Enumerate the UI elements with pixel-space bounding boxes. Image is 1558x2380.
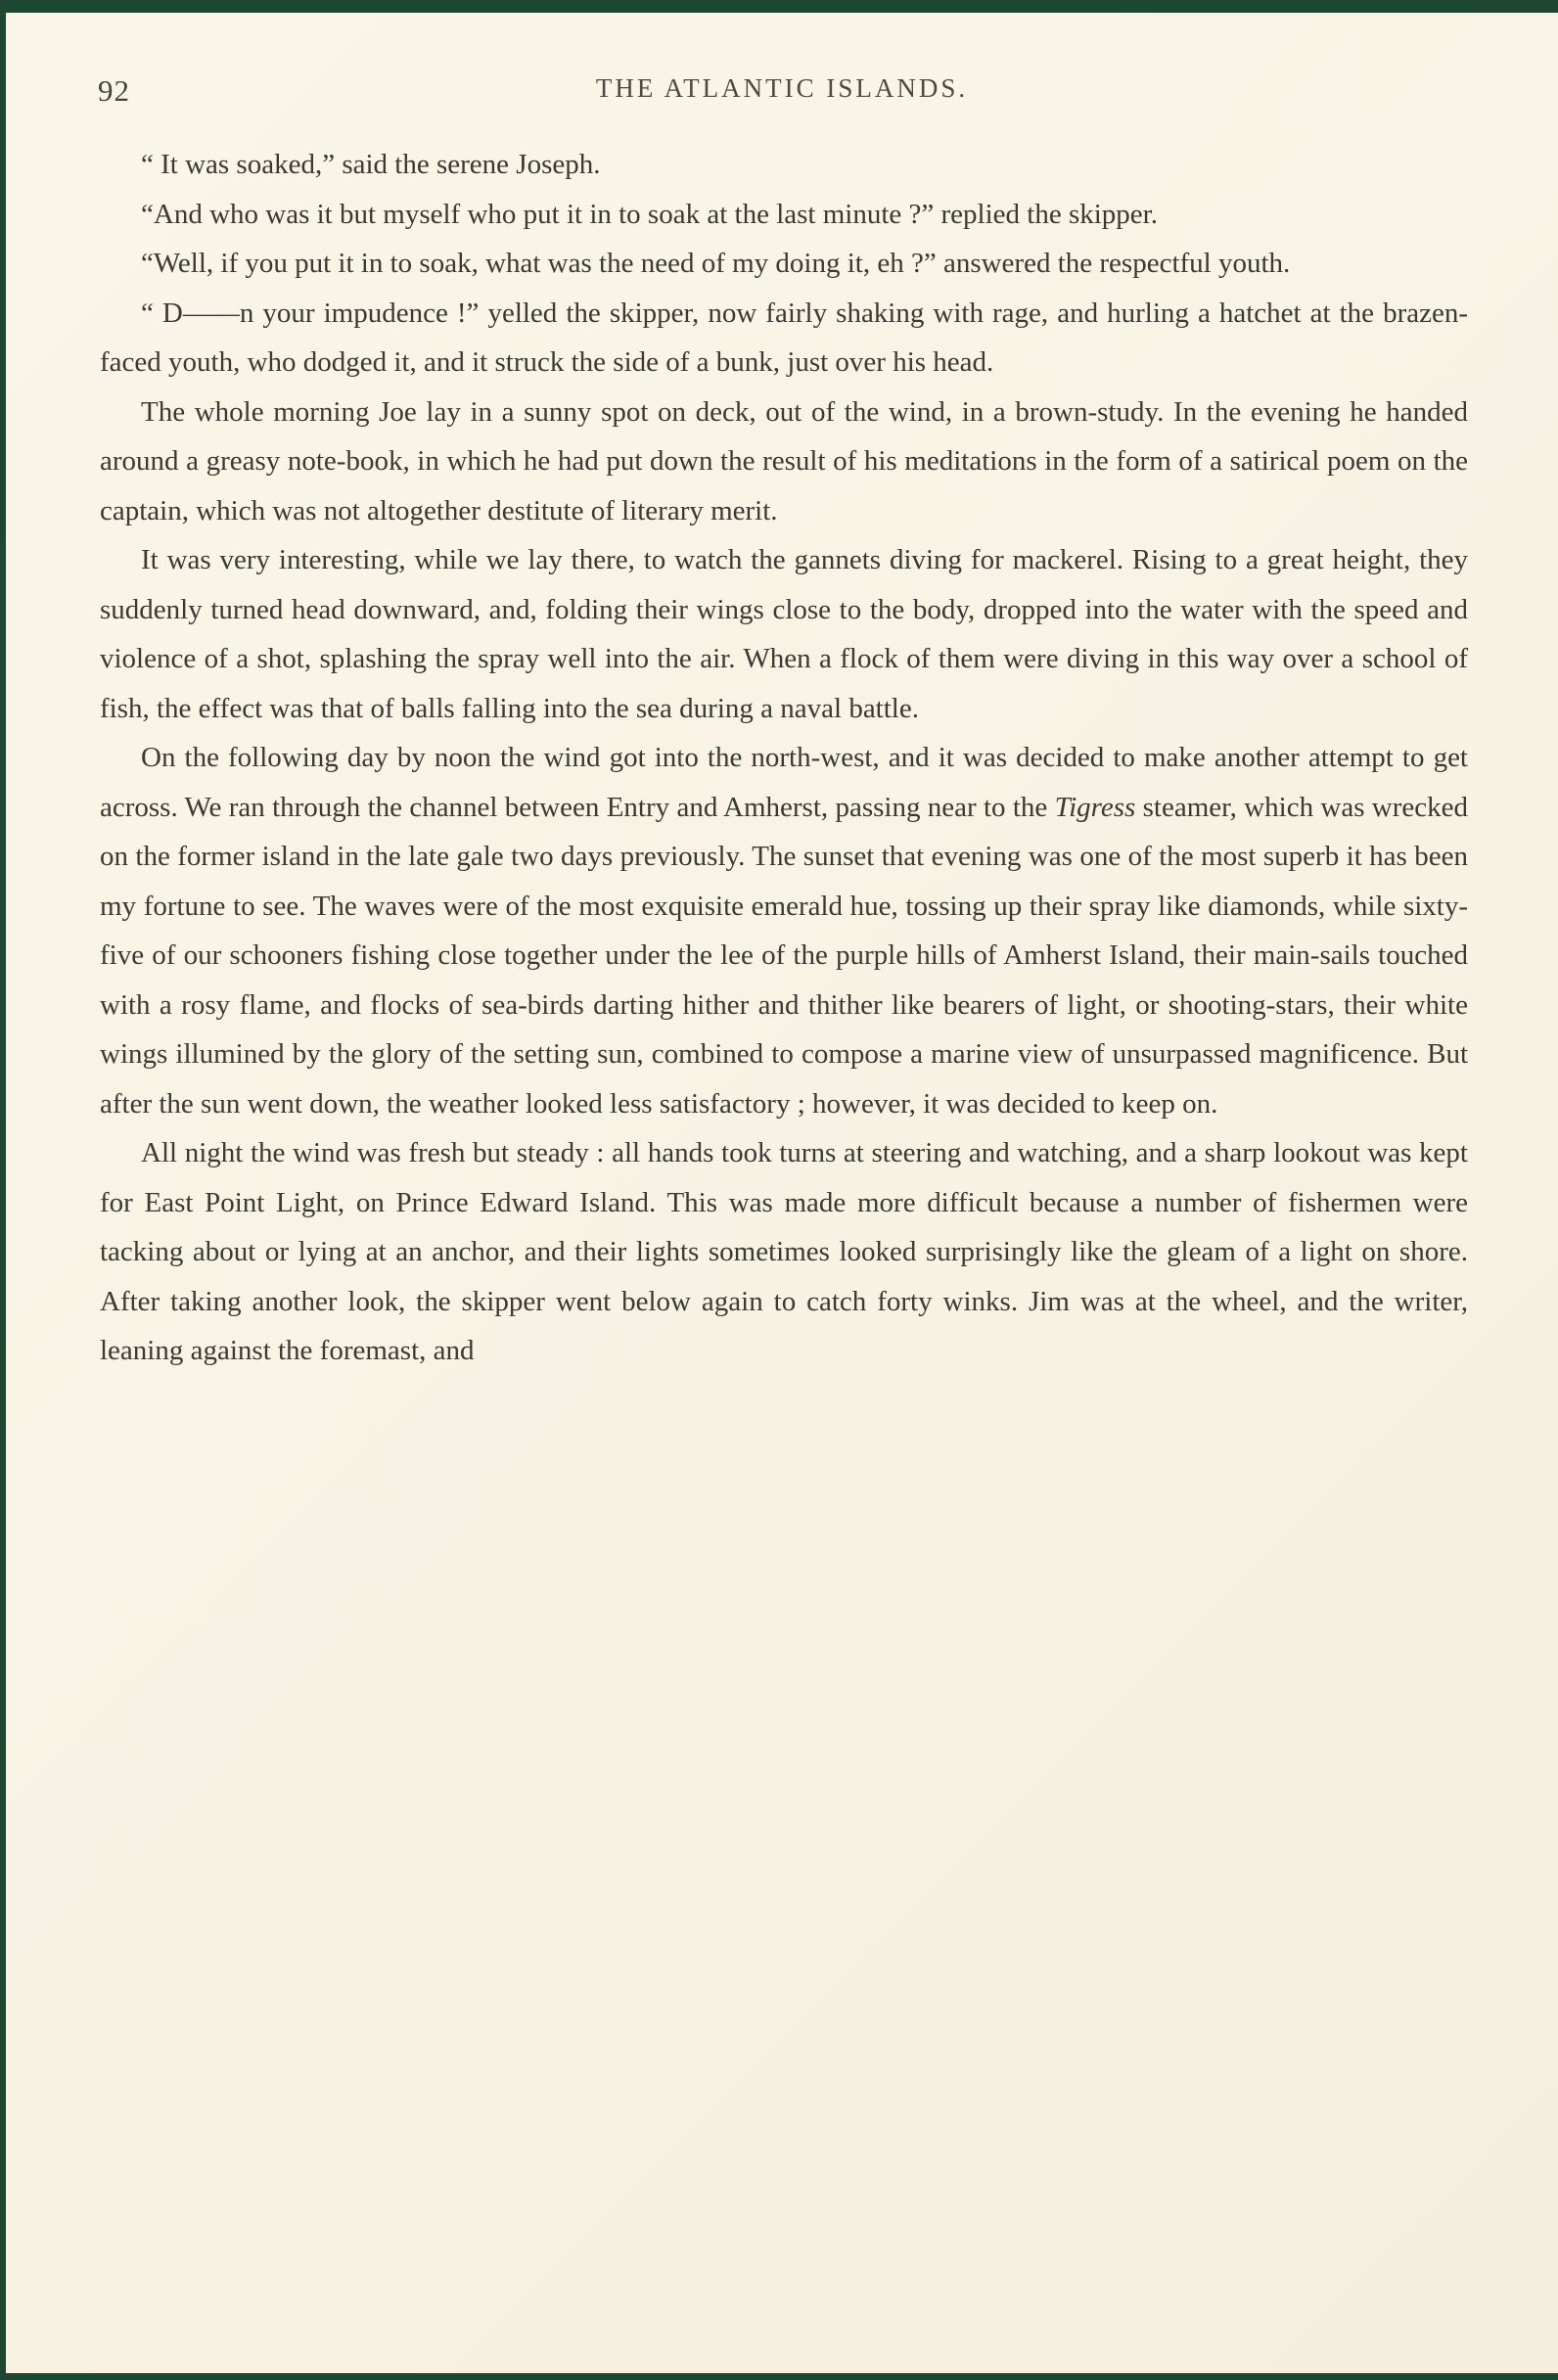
italic-text: Tigress (1054, 791, 1136, 823)
text-run: “Well, if you put it in to soak, what was the need of my doing it, eh ?” answered the respectful youth. (141, 248, 1291, 279)
paragraph (100, 289, 1468, 388)
running-head: THE ATLANTIC ISLANDS. (595, 73, 969, 103)
text-run: “And who was it but myself who put it in to soak at the last minute ?” replied the skipper. (141, 198, 1158, 230)
text-run: “ It was soaked,” said the serene Joseph. (141, 149, 601, 180)
paragraph (100, 388, 1468, 536)
text-run: All night the wind was fresh but steady : all hands took turns at steering and watching, and a sharp lookout was kept for East Point Light, on Prince Edward Island. This was made more difficult because a number of fishermen were tacking about or lying at an anchor, and their lights sometimes looked surprisingly like the gleam of a light on shore. After taking another look, the skipper went below again to catch forty winks. Jim was at the wheel, and the writer, leaning against the foremast, and (100, 1137, 1468, 1366)
paragraph (100, 535, 1468, 733)
paragraph (100, 140, 1468, 190)
text-run: The whole morning Joe lay in a sunny spot on deck, out of the wind, in a brown-study. In the evening he handed around a greasy note-book, in which he had put down the result of his meditations in the form of a satirical poem on the captain, which was not altogether destitute of literary merit. (100, 395, 1468, 526)
paragraph (100, 733, 1468, 1128)
text-run: On the following day by noon the wind got into the north-west, and it was decided to make another attempt to get across. We ran through the channel between Entry and Amherst, passing near to the (100, 742, 1468, 823)
paragraph (100, 1128, 1468, 1376)
page-number: 92 (98, 73, 130, 108)
text-run: steamer, which was wrecked on the former island in the late gale two days previously. The sunset that evening was one of the most superb it has been my fortune to see. The waves were of the most exquisite emerald hue, tossing up their spray like diamonds, while sixty-five of our schooners fishing close together under the lee of the purple hills of Amherst Island, their main-sails touched with a rosy flame, and flocks of sea-birds darting hither and thither like bearers of light, or shooting-stars, their white wings illumined by the glory of the setting sun, combined to compose a marine view of unsurpassed magnificence. But after the sun went down, the weather looked less satisfactory ; however, it was decided to keep on. (100, 791, 1468, 1120)
paragraph (100, 190, 1468, 240)
page-header (6, 73, 1558, 113)
text-run: It was very interesting, while we lay there, to watch the gannets diving for mackerel. Rising to a great height, they suddenly turned head downward, and, folding their wings close to the body, dropped into the water with the speed and violence of a shot, splashing the spray well into the air. When a flock of them were diving in this way over a school of fish, the effect was that of balls falling into the sea during a naval battle. (100, 544, 1468, 724)
text-run: “ D——n your impudence !” yelled the skipper, now fairly shaking with rage, and hurling a hatchet at the brazen-faced youth, who dodged it, and it struck the side of a bunk, just over his head. (100, 297, 1468, 378)
page-body (6, 113, 1558, 1376)
paragraph (100, 239, 1468, 289)
